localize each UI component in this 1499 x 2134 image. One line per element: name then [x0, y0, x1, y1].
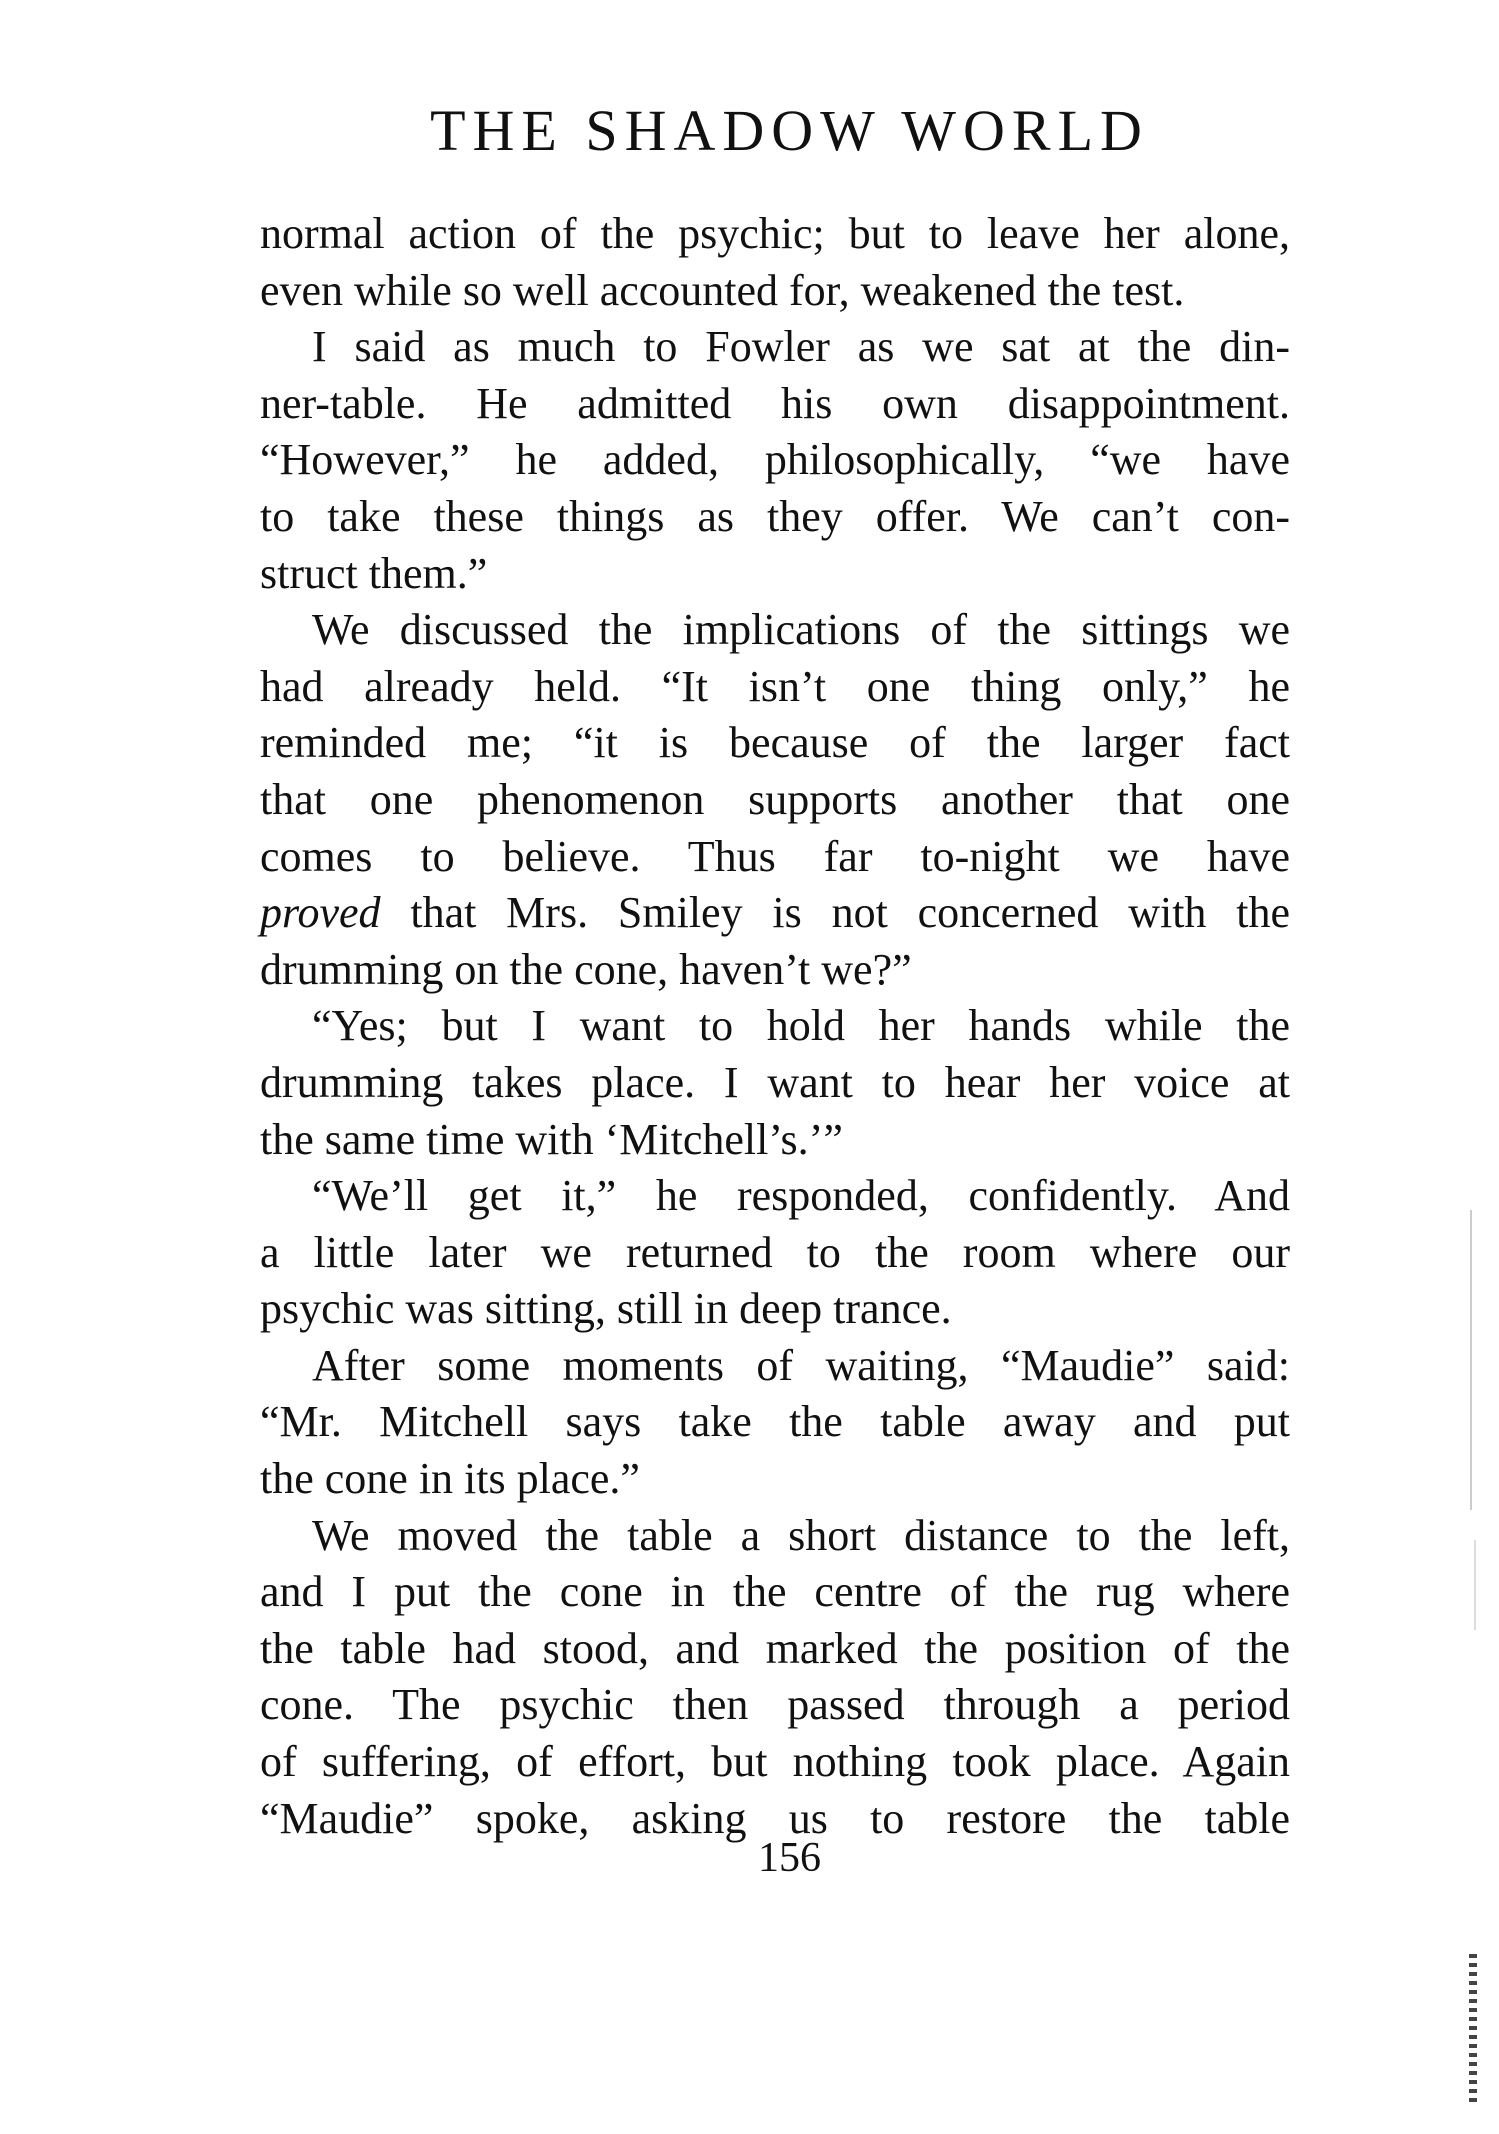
- line-text: “Maudie” spoke, asking us to restore the table: [260, 1793, 1290, 1843]
- line-text: After some moments of waiting, “Maudie” said:: [312, 1340, 1290, 1390]
- line-text: had already held. “It isn’t one thing only,” he: [260, 661, 1290, 711]
- line-text: to take these things as they offer. We can’t con-: [260, 491, 1290, 541]
- italic-word: proved: [260, 888, 381, 938]
- text-line: [260, 1734, 1290, 1791]
- text-line: [260, 772, 1290, 829]
- text-line: [260, 1168, 1290, 1225]
- scan-edge-mark: [1470, 1210, 1472, 1510]
- text-line: [260, 1564, 1290, 1621]
- text-line: [260, 715, 1290, 772]
- line-text: cone. The psychic then passed through a period: [260, 1680, 1290, 1730]
- line-text: and I put the cone in the centre of the rug where: [260, 1567, 1290, 1617]
- page-number: 156: [758, 1835, 821, 1881]
- line-text: We moved the table a short distance to the left,: [312, 1510, 1290, 1560]
- text-line: [260, 942, 1290, 999]
- text-line: [260, 1281, 1290, 1338]
- text-line: [260, 263, 1290, 320]
- line-text: a little later we returned to the room where our: [260, 1227, 1290, 1277]
- line-text: of suffering, of effort, but nothing took place. Again: [260, 1737, 1290, 1787]
- line-text: comes to believe. Thus far to-night we have: [260, 831, 1290, 881]
- text-line: [260, 885, 1290, 942]
- text-line: [260, 376, 1290, 433]
- text-line: [260, 659, 1290, 716]
- text-line: [260, 1508, 1290, 1565]
- line-text: “Yes; but I want to hold her hands while the: [312, 1001, 1290, 1051]
- line-text: ner-table. He admitted his own disappointment.: [260, 378, 1290, 428]
- line-text: “Mr. Mitchell says take the table away and put: [260, 1397, 1290, 1447]
- text-line: [260, 319, 1290, 376]
- scan-artifact: [1469, 1954, 1477, 2104]
- line-text: We discussed the implications of the sittings we: [312, 605, 1290, 655]
- text-line: [260, 602, 1290, 659]
- text-line: [260, 1225, 1290, 1282]
- running-head: THE SHADOW WORLD: [430, 98, 1149, 163]
- line-text: the table had stood, and marked the position of the: [260, 1623, 1290, 1673]
- text-line: [260, 829, 1290, 886]
- line-text: the same time with ‘Mitchell’s.’”: [260, 1114, 843, 1164]
- line-text: drumming takes place. I want to hear her voice at: [260, 1057, 1290, 1107]
- text-line: [260, 1055, 1290, 1112]
- line-text: normal action of the psychic; but to leave her alone,: [260, 209, 1290, 258]
- line-text: “We’ll get it,” he responded, confidently. And: [312, 1171, 1290, 1221]
- line-text: I said as much to Fowler as we sat at the din-: [312, 322, 1290, 372]
- body-text: [260, 206, 1290, 1847]
- line-text: “However,” he added, philosophically, “we have: [260, 435, 1290, 485]
- text-line: [260, 1112, 1290, 1169]
- text-line: [260, 1451, 1290, 1508]
- line-text: psychic was sitting, still in deep trance.: [260, 1284, 952, 1334]
- text-line: [260, 206, 1290, 263]
- line-text: drumming on the cone, haven’t we?”: [260, 944, 912, 994]
- text-line: [260, 489, 1290, 546]
- line-text: that one phenomenon supports another that one: [260, 774, 1290, 824]
- text-line: [260, 998, 1290, 1055]
- text-line: [260, 1394, 1290, 1451]
- line-text: struct them.”: [260, 548, 488, 598]
- line-text: the cone in its place.”: [260, 1454, 640, 1504]
- scan-edge-mark: [1474, 1540, 1476, 1630]
- text-line: [260, 1621, 1290, 1678]
- text-line: [260, 1338, 1290, 1395]
- text-line: [260, 1677, 1290, 1734]
- text-line: [260, 432, 1290, 489]
- line-text: that Mrs. Smiley is not concerned with the: [380, 888, 1290, 938]
- text-line: [260, 546, 1290, 603]
- line-text: reminded me; “it is because of the larger fact: [260, 718, 1290, 768]
- line-text: even while so well accounted for, weakened the test.: [260, 265, 1185, 315]
